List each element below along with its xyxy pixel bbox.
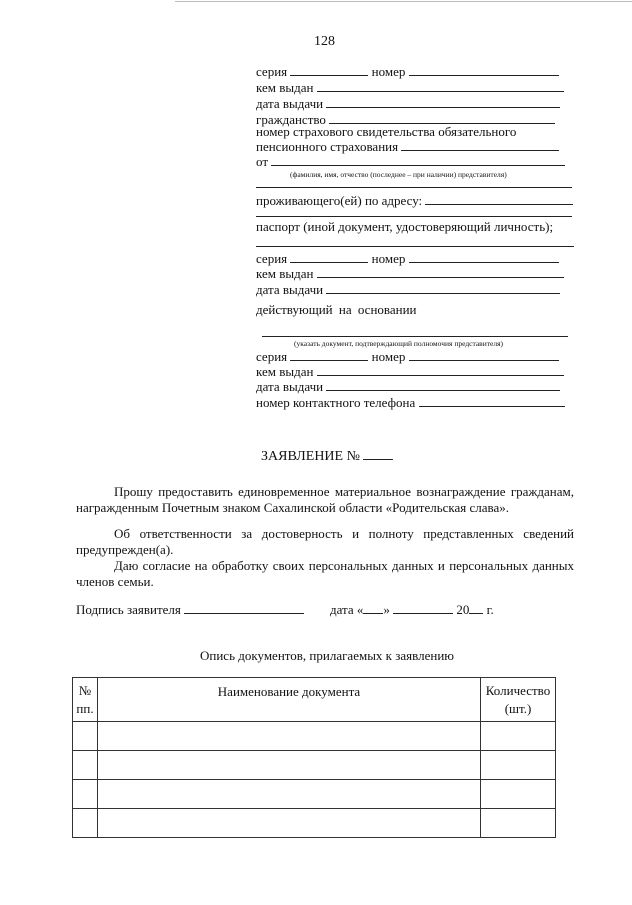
b1-series-label: серия [256,64,288,79]
b1-snils-line1: номер страхового свидетельства обязательного [256,124,517,139]
b2-date-label: дата выдачи [256,282,324,297]
col-qty-header [481,678,556,722]
documents-table [72,677,556,838]
row-no-cell[interactable] [73,780,98,809]
b2-date-field[interactable] [326,282,560,294]
row-no-cell[interactable] [73,809,98,838]
row-name-cell[interactable] [98,809,481,838]
b1-fio-hint: (фамилия, имя, отчество (последнее – при наличии) представителя) [290,170,507,179]
b1-issued-row [256,80,564,96]
year-suffix: г. [486,602,494,617]
b3-date-label: дата выдачи [256,379,324,394]
row-qty-cell[interactable] [481,780,556,809]
b3-series-label: серия [256,349,288,364]
b1-citizenship-label: гражданство [256,112,326,127]
year-field[interactable] [469,602,483,614]
b2-basis-line[interactable] [262,336,568,337]
col-qty-line2: (шт.) [504,700,532,716]
b1-snils-field[interactable] [401,139,559,151]
table-row [73,722,556,751]
date-day-field[interactable] [363,602,383,614]
b1-issued-label: кем выдан [256,80,314,95]
date-month-field[interactable] [393,602,453,614]
col-no-line1: № [78,682,92,698]
b2-issued-row [256,266,564,282]
b3-issued-row [256,364,564,380]
b1-citizenship-field[interactable] [329,112,555,124]
table-row [73,809,556,838]
table-header-row [73,678,556,722]
b3-issued-label: кем выдан [256,364,314,379]
b3-phone-row [256,395,565,411]
b2-issued-label: кем выдан [256,266,314,281]
col-no-header [73,678,98,722]
b3-date-row [256,379,560,395]
application-title-text: ЗАЯВЛЕНИЕ № [261,449,360,464]
col-no-line2: пп. [76,700,94,716]
col-name-header [98,678,481,722]
table-row [73,751,556,780]
b2-date-row [256,282,560,298]
b3-number-field[interactable] [409,349,559,361]
signature-label: Подпись заявителя [76,602,181,617]
b2-number-label: номер [371,251,406,266]
b1-from-row [256,154,565,170]
date-label: дата « [330,602,364,617]
b3-number-label: номер [371,349,406,364]
b2-series-row [256,251,559,267]
date-close-quote: » [383,602,390,617]
b1-series-field[interactable] [290,64,368,76]
b2-series-label: серия [256,251,288,266]
b1-number-field[interactable] [409,64,559,76]
b2-number-field[interactable] [409,251,559,263]
year-prefix: 20 [456,602,470,617]
inventory-title: Опись документов, прилагаемых к заявлению [200,648,454,663]
b1-snils-row [256,139,559,155]
b1-snils-label: пенсионного страхования [256,139,399,154]
responsibility-paragraph: Об ответственности за достоверность и полноту представленных сведений предупрежден(а). [76,526,574,557]
row-qty-cell[interactable] [481,722,556,751]
b1-fio-line2[interactable] [256,187,572,188]
row-name-cell[interactable] [98,751,481,780]
row-no-cell[interactable] [73,751,98,780]
date-row [330,602,494,618]
b1-passport-line[interactable] [256,246,574,247]
row-name-cell[interactable] [98,722,481,751]
application-title [261,447,393,465]
b1-address-label: проживающего(ей) по адресу: [256,193,423,208]
b3-issued-field[interactable] [317,364,564,376]
signature-row [76,602,304,618]
row-no-cell[interactable] [73,722,98,751]
table-row [73,780,556,809]
b2-issued-field[interactable] [317,266,564,278]
b1-from-label: от [256,154,269,169]
b3-phone-label: номер контактного телефона [256,395,416,410]
b1-passport-label: паспорт (иной документ, удостоверяющий личность); [256,219,554,234]
scan-top-edge [175,1,632,2]
b1-number-label: номер [371,64,406,79]
b2-series-field[interactable] [290,251,368,263]
row-name-cell[interactable] [98,780,481,809]
request-paragraph: Прошу предоставить единовременное материальное вознаграждение гражданам, награжденным Почетным знаком Сахалинской области «Родительская слава». [76,484,574,515]
signature-field[interactable] [184,602,304,614]
col-qty-line1: Количество [485,682,551,698]
col-name-label: Наименование документа [217,684,361,699]
b1-date-label: дата выдачи [256,96,324,111]
b1-series-row [256,64,559,80]
b1-address-field[interactable] [425,193,573,205]
application-number-field[interactable] [363,447,393,460]
b3-phone-field[interactable] [419,395,565,407]
row-qty-cell[interactable] [481,751,556,780]
consent-paragraph: Даю согласие на обработку своих персональных данных и персональных данных членов семьи. [76,558,574,589]
b1-address-line2[interactable] [256,216,572,217]
b2-basis-label: действующий на основании [256,302,417,317]
page-number: 128 [314,34,335,49]
b1-issued-field[interactable] [317,80,564,92]
b1-from-field[interactable] [271,154,565,166]
b1-date-field[interactable] [326,96,560,108]
b3-date-field[interactable] [326,379,560,391]
b3-series-field[interactable] [290,349,368,361]
b1-address-row [256,193,573,209]
b2-basis-hint: (указать документ, подтверждающий полномочия представителя) [294,339,504,348]
row-qty-cell[interactable] [481,809,556,838]
b3-series-row [256,349,559,365]
b1-date-row [256,96,560,112]
